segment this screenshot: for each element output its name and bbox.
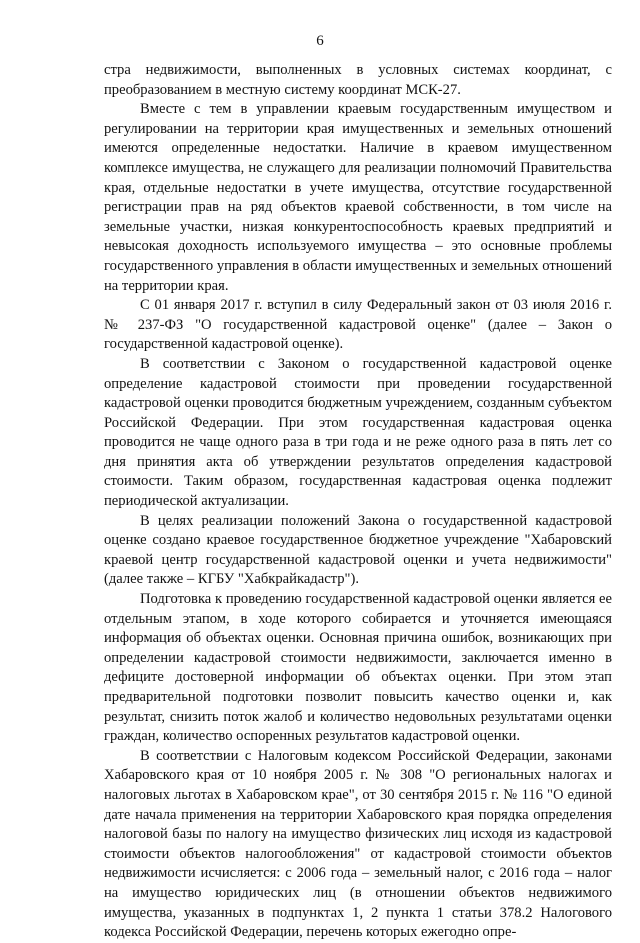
paragraph-6: Подготовка к проведению государственной кадастровой оценки является ее отдельным этапом, в ходе которого собирается и уточняется имеющаяся информация об объектах оценки. Основная причина ошибок, возникающих при определении кадастровой стоимости недвижимости, заключается именно в дефиците достоверной информации об объектах оценки. При этом этап предварительной подготовки позволит повысить качество оценки и, как результат, снизить поток жалоб и количество недовольных результатами оценки граждан, количество оспоренных результатов кадастровой оценки. xyxy=(104,591,612,745)
paragraph-7: В соответствии с Налоговым кодексом Российской Федерации, законами Хабаровского края от 10 ноября 2005 г. № 308 "О региональных налогах и налоговых льготах в Хабаровском крае", от 30 сентября 2015 г. № 116 "О единой дате начала применения на территории Хабаровского края порядка определения налоговой базы по налогу на имущество физических лиц исходя из кадастровой стоимости объектов налогообложения" от кадастровой стоимости объектов недвижимости исчисляется: с 2006 года – земельный налог, с 2016 года – налог на имущество юридических лиц (в отношении объектов недвижимого имущества, указанных в подпунктах 1, 2 пункта 1 статьи 378.2 Налогового кодекса Российской Федерации, перечень которых ежегодно опре- xyxy=(104,747,612,941)
paragraph-2: Вместе с тем в управлении краевым государственным имуществом и регулировании на территории края имущественных и земельных отношений имеются определенные недостатки. Наличие в краевом имущественном комплексе имущества, не служащего для реализации полномочий Правительства края, отдельные недостатки в учете имущества, отсутствие государственной регистрации прав на ряд объектов краевой собственности, в том числе на земельные участки, низкая конкурентоспособность краевых предприятий и невысокая доходность используемого имущества – это основные проблемы государственного управления в области имущественных и земельных отношений на территории края. xyxy=(104,101,612,294)
paragraph-5: В целях реализации положений Закона о государственной кадастровой оценке создано краевое государственное бюджетное учреждение "Хабаровский краевой центр государственной кадастровой оценки и учета недвижимости" (далее также – КГБУ "Хабкрайкадастр"). xyxy=(104,512,612,588)
document-body xyxy=(104,61,612,943)
paragraph-1: стра недвижимости, выполненных в условных системах координат, с преобразованием в местную систему координат МСК-27. xyxy=(104,62,612,98)
paragraph-4: В соответствии с Законом о государственной кадастровой оценке определение кадастровой стоимости при проведении государственной кадастровой оценки проводится бюджетным учреждением, созданным субъектом Российской Федерации. При этом государственная кадастровая оценка проводится не чаще одного раза в три года и не реже одного раза в пять лет со дня принятия акта об утверждении результатов определения кадастровой стоимости. Таким образом, государственная кадастровая оценка подлежит периодической актуализации. xyxy=(104,355,612,510)
page-number: 6 xyxy=(316,33,324,49)
paragraph-3: С 01 января 2017 г. вступил в силу Федеральный закон от 03 июля 2016 г. № 237-ФЗ "О государственной кадастровой оценке" (далее – Закон о государственной кадастровой оценке). xyxy=(104,297,612,353)
